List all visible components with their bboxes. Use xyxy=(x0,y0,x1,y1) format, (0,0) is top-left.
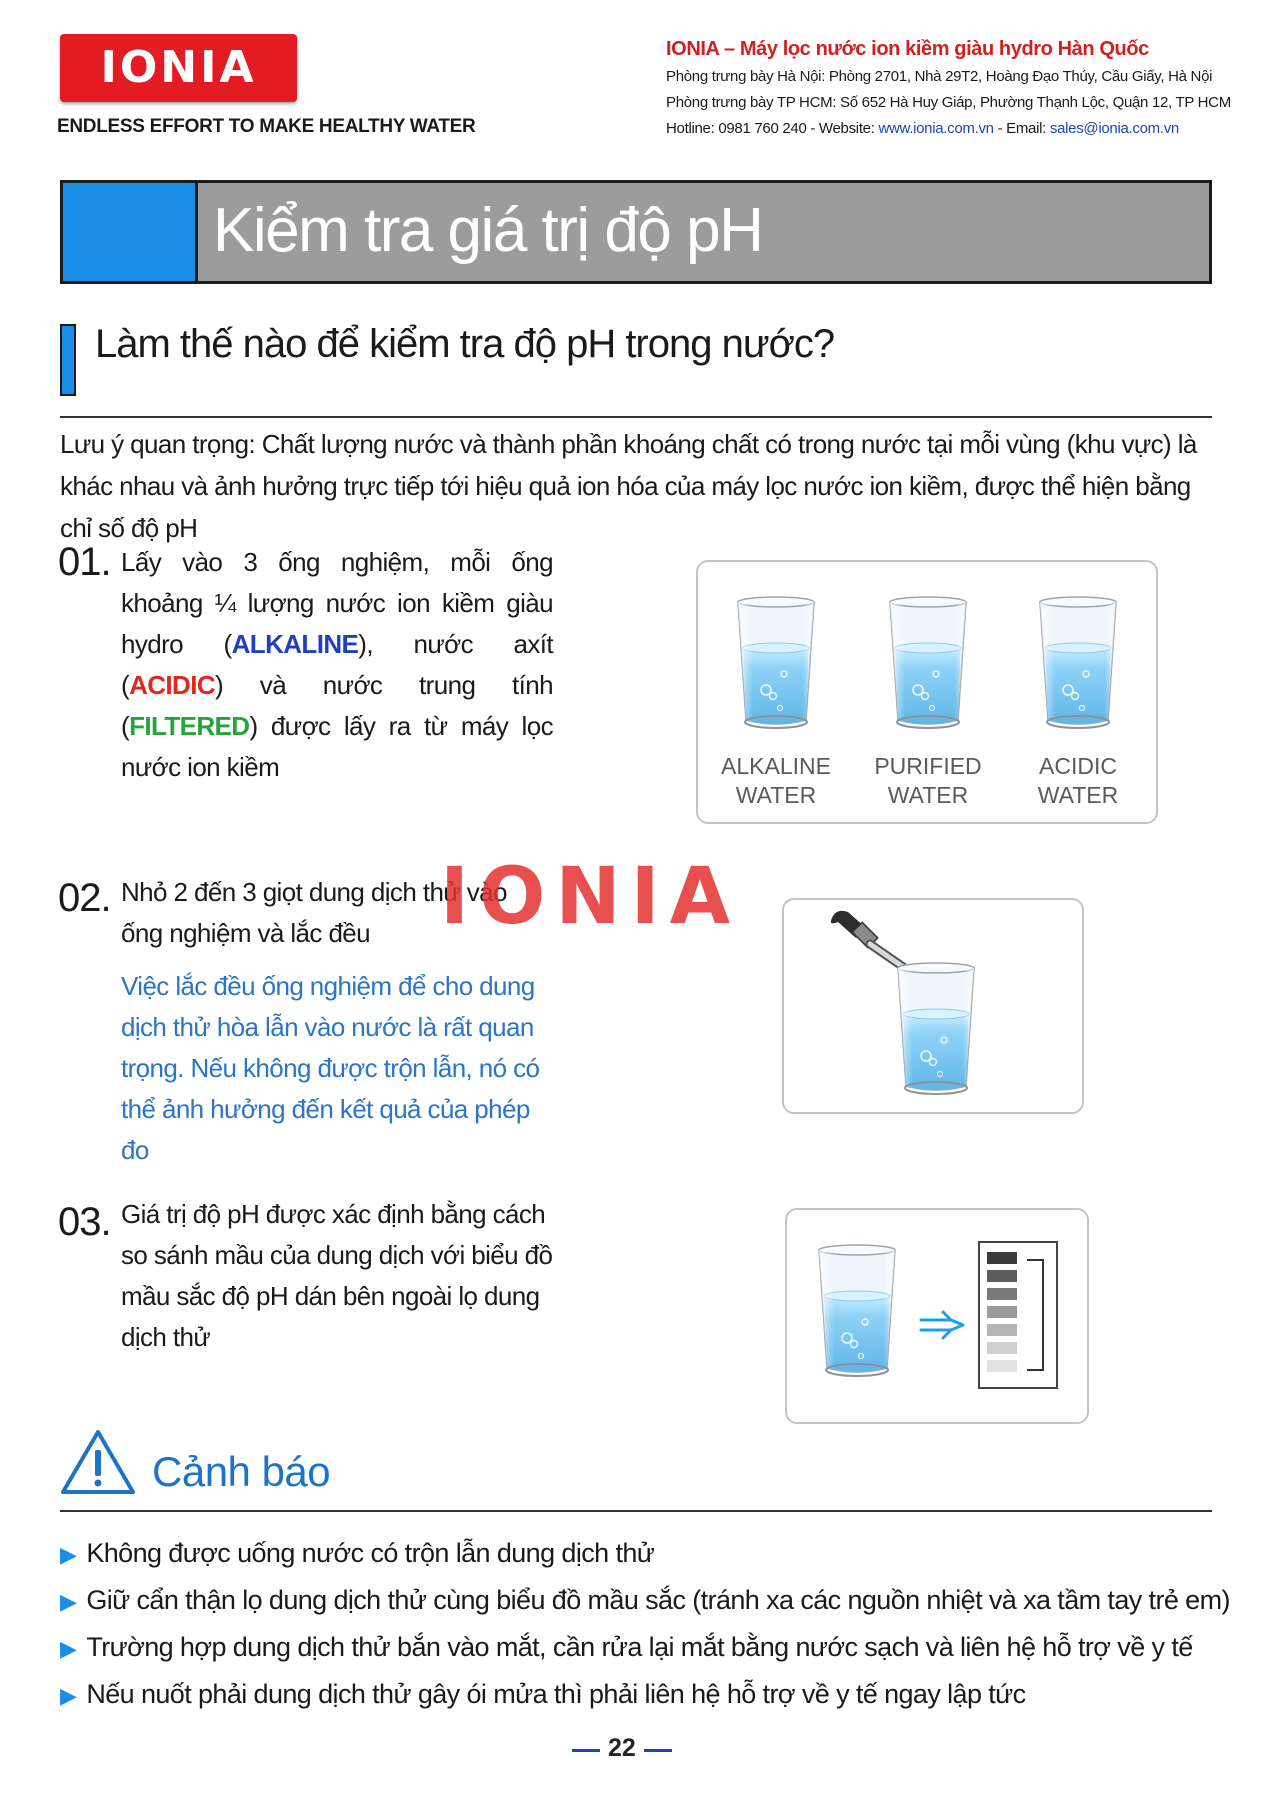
dropper-glass-illustration xyxy=(814,900,1054,1106)
email-link[interactable]: sales@ionia.com.vn xyxy=(1049,120,1179,137)
three-glasses-panel xyxy=(696,560,1158,824)
step-2-note: Việc lắc đều ống nghiệm để cho dung dịch thử hòa lẫn vào nước là rất quan trọng. Nếu không được trộn lẫn, nó có thể ảnh hưởng đến kết quả của phép đo xyxy=(121,971,540,1165)
page-number: 22 xyxy=(608,1734,636,1762)
contact-line xyxy=(666,120,1179,137)
step-2-number: 02. xyxy=(58,876,111,920)
purified-glass-icon xyxy=(888,596,968,732)
website-link[interactable]: www.ionia.com.vn xyxy=(878,120,994,137)
alkaline-glass-icon xyxy=(736,596,816,732)
address-hanoi: Phòng trưng bày Hà Nội: Phòng 2701, Nhà 29T2, Hoàng Đạo Thúy, Cầu Giấy, Hà Nội xyxy=(666,68,1213,85)
hotline-text: Hotline: 0981 760 240 - Website: xyxy=(666,120,879,137)
bullet-arrow-icon: ▶ xyxy=(60,1636,77,1661)
color-compare-panel xyxy=(785,1208,1089,1424)
dropper-panel xyxy=(782,898,1084,1114)
email-label: - Email: xyxy=(993,120,1050,137)
title-bar xyxy=(60,180,1212,284)
page-number-line-right xyxy=(644,1749,672,1752)
bullet-arrow-icon: ▶ xyxy=(60,1542,77,1567)
acidic-label: ACIDIC xyxy=(129,670,216,700)
warning-item: ▶ Nếu nuốt phải dung dịch thử gây ói mửa thì phải liên hệ hỗ trợ về y tế ngay lập tức xyxy=(60,1679,1026,1709)
filtered-label: FILTERED xyxy=(129,711,250,741)
ionia-logo xyxy=(60,34,297,102)
section-accent-bar xyxy=(60,324,76,396)
logo-text: IONIA xyxy=(100,42,257,93)
section-title: Làm thế nào để kiểm tra độ pH trong nước? xyxy=(95,322,835,366)
step-3-number: 03. xyxy=(58,1200,111,1244)
warning-icon xyxy=(60,1428,136,1496)
arrow-right-icon xyxy=(917,1308,969,1342)
tagline: ENDLESS EFFORT TO MAKE HEALTHY WATER xyxy=(57,116,476,137)
page-number-line-left xyxy=(572,1749,600,1752)
title-accent-block xyxy=(63,183,198,281)
bullet-arrow-icon: ▶ xyxy=(60,1683,77,1708)
step-1-text: Lấy vào 3 ống nghiệm, mỗi ống khoảng ¼ lượng nước ion kiềm giàu hydro (ALKALINE), nước axít (ACIDIC) và nước trung tính (FILTERED) được lấy ra từ máy lọc nước ion kiềm xyxy=(121,547,553,782)
section-divider xyxy=(60,416,1212,418)
step-3-text: Giá trị độ pH được xác định bằng cách so sánh mầu của dung dịch với biểu đồ mầu sắc độ pH dán bên ngoài lọ dung dịch thử xyxy=(121,1199,553,1352)
warning-item: ▶ Giữ cẩn thận lọ dung dịch thử cùng biểu đồ mầu sắc (tránh xa các nguồn nhiệt và xa tầm tay trẻ em) xyxy=(60,1585,1230,1615)
address-hcm: Phòng trưng bày TP HCM: Số 652 Hà Huy Giáp, Phường Thạnh Lộc, Quận 12, TP HCM xyxy=(666,94,1231,111)
ph-color-chart-icon xyxy=(977,1240,1061,1392)
warning-title: Cảnh báo xyxy=(152,1448,331,1495)
test-glass-icon xyxy=(817,1244,897,1380)
step-1-number: 01. xyxy=(58,540,111,584)
glass-label-purified: PURIFIED WATER xyxy=(874,753,982,808)
acidic-glass-icon xyxy=(1038,596,1118,732)
glass-label-acidic: ACIDIC WATER xyxy=(1037,753,1119,808)
ionia-watermark: IONIA xyxy=(440,852,740,942)
important-note: Lưu ý quan trọng: Chất lượng nước và thành phần khoáng chất có trong nước tại mỗi vùng (khu vực) là khác nhau và ảnh hưởng trực tiếp tới hiệu quả ion hóa của máy lọc nước ion kiềm, được thể hiện bằng chỉ số độ pH xyxy=(60,429,1197,543)
bullet-arrow-icon: ▶ xyxy=(60,1589,77,1614)
alkaline-label: ALKALINE xyxy=(231,629,359,659)
page-title: Kiểm tra giá trị độ pH xyxy=(213,196,763,265)
glass-label-alkaline: ALKALINE WATER xyxy=(721,753,831,808)
step-2-text: Nhỏ 2 đến 3 giọt dung dịch thử vào ống nghiệm và lắc đều xyxy=(121,877,507,948)
warning-item: ▶ Không được uống nước có trộn lẫn dung dịch thử xyxy=(60,1538,655,1568)
company-name: IONIA – Máy lọc nước ion kiềm giàu hydro Hàn Quốc xyxy=(666,38,1149,60)
warning-divider xyxy=(60,1510,1212,1512)
warning-item: ▶ Trường hợp dung dịch thử bắn vào mắt, cần rửa lại mắt bằng nước sạch và liên hệ hỗ trợ về y tế xyxy=(60,1632,1193,1662)
